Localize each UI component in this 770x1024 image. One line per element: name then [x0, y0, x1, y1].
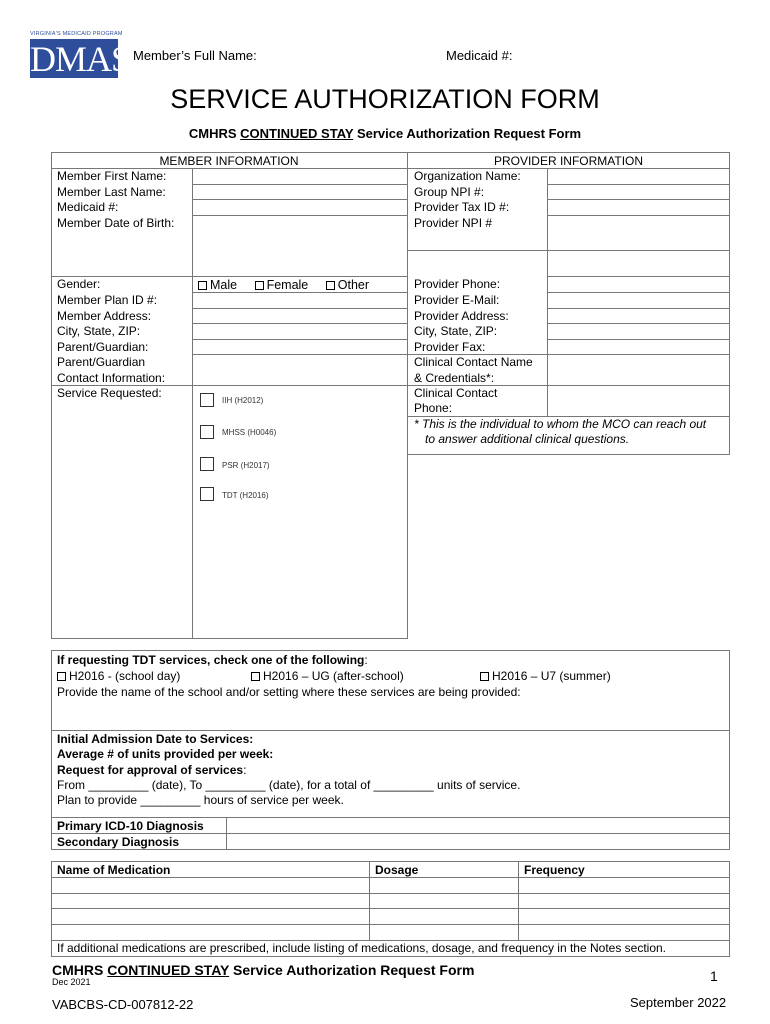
- medication-name-header: Name of Medication: [57, 863, 171, 877]
- iih-label: IIH (H2012): [222, 396, 264, 405]
- avg-units-label: Average # of units provided per week:: [57, 747, 274, 761]
- secondary-diagnosis-label: Secondary Diagnosis: [57, 835, 180, 849]
- logo-tagline: VIRGINIA'S MEDICAID PROGRAM: [30, 31, 123, 37]
- male-label: Male: [210, 278, 238, 292]
- org-name-label: Organization Name:: [414, 169, 521, 183]
- female-checkbox[interactable]: [255, 281, 264, 290]
- provider-city-label: City, State, ZIP:: [414, 324, 498, 338]
- footer-title: [52, 962, 474, 978]
- clinical-note-line-1: * This is the individual to whom the MCO can reach out: [414, 417, 707, 431]
- from-to-line: From _________ (date), To _________ (date), for a total of _________ units of service.: [57, 778, 521, 792]
- provider-npi-label: Provider NPI #: [414, 216, 493, 230]
- summer-checkbox[interactable]: [480, 672, 489, 681]
- tdt-checkbox[interactable]: [200, 487, 214, 501]
- psr-checkbox[interactable]: [200, 457, 214, 471]
- logo-wordmark: DMAS: [30, 39, 131, 79]
- member-info-heading: MEMBER INFORMATION: [159, 154, 299, 168]
- psr-label: PSR (H2017): [222, 461, 270, 470]
- request-approval-colon: :: [243, 763, 247, 777]
- tdt-option-summer[interactable]: [480, 669, 611, 684]
- gender-options: [198, 278, 369, 293]
- primary-diagnosis-label: Primary ICD-10 Diagnosis: [57, 819, 204, 833]
- other-checkbox[interactable]: [326, 281, 335, 290]
- footer-title-prefix: CMHRS: [52, 962, 108, 978]
- medications-note: If additional medications are prescribed, include listing of medications, dosage, and frequency in the Notes section.: [57, 941, 667, 955]
- member-medicaid-label: Medicaid #:: [57, 200, 119, 214]
- dosage-header: Dosage: [375, 863, 419, 877]
- female-label: Female: [266, 278, 309, 292]
- subtitle-suffix: Service Authorization Request Form: [353, 126, 582, 141]
- form-code: VABCBS-CD-007812-22: [52, 997, 194, 1012]
- member-city-label: City, State, ZIP:: [57, 324, 141, 338]
- after-school-label: H2016 – UG (after-school): [263, 669, 404, 683]
- other-label: Other: [337, 278, 370, 292]
- request-approval-label: Request for approval of services: [57, 763, 244, 777]
- clinical-contact-label-2: & Credentials*:: [414, 371, 495, 385]
- provider-address-label: Provider Address:: [414, 309, 509, 323]
- after-school-checkbox[interactable]: [251, 672, 260, 681]
- footer-title-underlined: CONTINUED STAY: [107, 962, 230, 978]
- guardian-contact-label-2: Contact Information:: [57, 371, 166, 385]
- request-approval: [57, 763, 246, 778]
- subtitle-prefix: CMHRS: [188, 126, 241, 141]
- page-title: SERVICE AUTHORIZATION FORM: [170, 84, 600, 114]
- service-requested-label: Service Requested:: [57, 386, 162, 400]
- member-gender-label: Gender:: [57, 277, 101, 291]
- page-number: 1: [710, 968, 718, 984]
- gender-male-option[interactable]: [198, 278, 237, 292]
- member-plan-id-label: Member Plan ID #:: [57, 293, 158, 307]
- clinical-phone-label-1: Clinical Contact: [414, 386, 498, 400]
- tdt-label: TDT (H2016): [222, 491, 269, 500]
- tdt-heading-text: If requesting TDT services, check one of the following: [57, 653, 365, 667]
- tdt-option-after-school[interactable]: [251, 669, 404, 684]
- member-address-label: Member Address:: [57, 309, 152, 323]
- tdt-option-school-day[interactable]: [57, 669, 180, 684]
- footer-title-suffix: Service Authorization Request Form: [229, 962, 475, 978]
- gender-other-option[interactable]: [326, 278, 369, 292]
- male-checkbox[interactable]: [198, 281, 207, 290]
- medicaid-number-label: Medicaid #:: [446, 48, 513, 63]
- group-npi-label: Group NPI #:: [414, 185, 485, 199]
- clinical-phone-label-2: Phone:: [414, 401, 453, 415]
- member-first-name-label: Member First Name:: [57, 169, 167, 183]
- tdt-heading-colon: :: [364, 653, 368, 667]
- plan-hours-line: Plan to provide _________ hours of service per week.: [57, 793, 344, 807]
- guardian-contact-label-1: Parent/Guardian: [57, 355, 146, 369]
- school-prompt: Provide the name of the school and/or setting where these services are being provided:: [57, 685, 521, 699]
- mhss-checkbox[interactable]: [200, 425, 214, 439]
- footer-date: Dec 2021: [52, 977, 91, 987]
- frequency-header: Frequency: [524, 863, 585, 877]
- summer-label: H2016 – U7 (summer): [492, 669, 611, 683]
- gender-female-option[interactable]: [255, 278, 309, 292]
- iih-checkbox[interactable]: [200, 393, 214, 407]
- provider-email-label: Provider E-Mail:: [414, 293, 500, 307]
- subtitle-underlined: CONTINUED STAY: [240, 126, 354, 141]
- guardian-label: Parent/Guardian:: [57, 340, 149, 354]
- initial-admission-label: Initial Admission Date to Services:: [57, 732, 254, 746]
- provider-info-heading: PROVIDER INFORMATION: [493, 154, 644, 168]
- revision-date: September 2022: [630, 995, 727, 1010]
- provider-phone-label: Provider Phone:: [414, 277, 501, 291]
- dmas-logo: [30, 29, 131, 79]
- clinical-note-line-2: to answer additional clinical questions.: [425, 432, 630, 446]
- member-last-name-label: Member Last Name:: [57, 185, 166, 199]
- form-subtitle: [0, 126, 770, 141]
- school-day-checkbox[interactable]: [57, 672, 66, 681]
- member-dob-label: Member Date of Birth:: [57, 216, 175, 230]
- tdt-heading: [57, 653, 368, 668]
- clinical-contact-label-1: Clinical Contact Name: [414, 355, 533, 369]
- school-day-label: H2016 - (school day): [69, 669, 181, 683]
- tax-id-label: Provider Tax ID #:: [414, 200, 510, 214]
- member-full-name-label: Member’s Full Name:: [133, 48, 257, 63]
- mhss-label: MHSS (H0046): [222, 428, 277, 437]
- provider-fax-label: Provider Fax:: [414, 340, 486, 354]
